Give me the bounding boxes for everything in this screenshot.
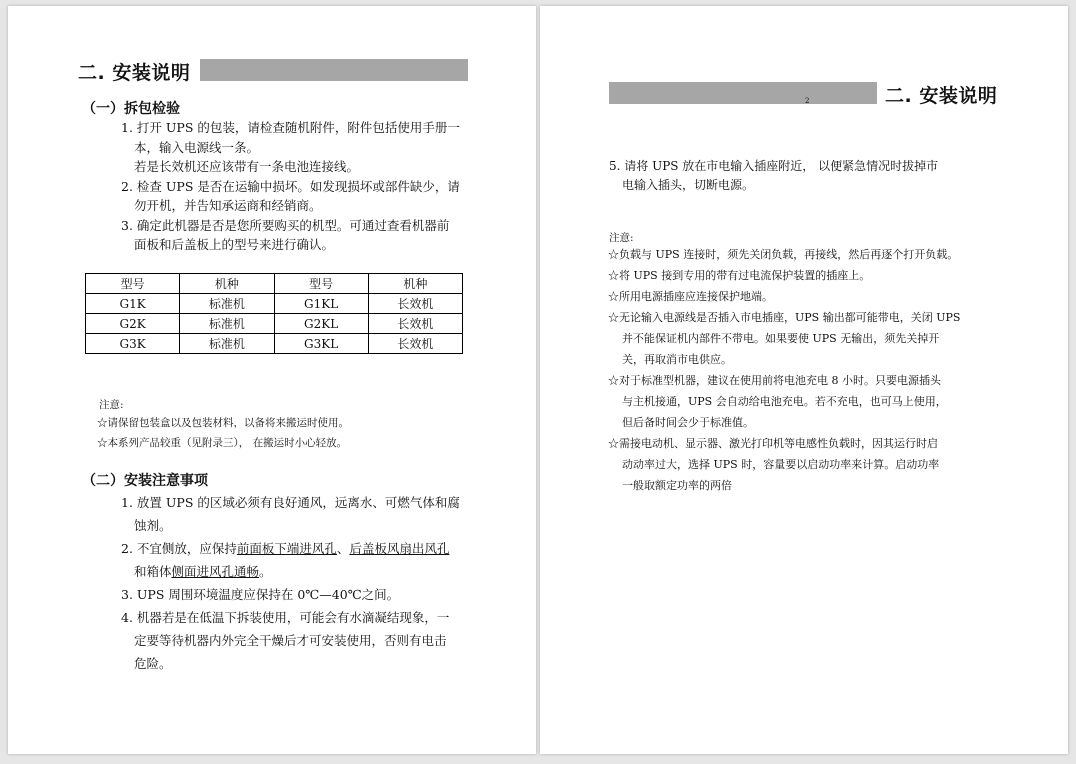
note-line: ☆对于标准型机器，建议在使用前将电池充电 8 小时。只要电源插头: [608, 374, 941, 387]
note-line: ☆将 UPS 接到专用的带有过电流保护装置的插座上。: [608, 269, 871, 282]
note-list: [97, 413, 349, 453]
note-line: ☆所用电源插座应连接保护地端。: [608, 290, 773, 303]
table-row: [86, 314, 463, 334]
note-line: 一般取额定功率的两倍: [622, 479, 732, 492]
note-line: ☆负载与 UPS 连接时，须先关闭负载，再接线，然后再逐个打开负载。: [608, 248, 959, 261]
text-run: 和箱体: [134, 564, 172, 579]
table-row: [86, 294, 463, 314]
note-line: 与主机接通，UPS 会自动给电池充电。若不充电，也可马上使用，: [622, 395, 947, 408]
left-page: [8, 6, 536, 754]
table-cell: 标准机: [180, 314, 274, 334]
table-cell: G2KL: [274, 314, 368, 334]
right-page: [540, 6, 1068, 754]
table-header-cell: 机种: [368, 274, 462, 294]
table-cell: 长效机: [368, 334, 462, 354]
install-item-5: [609, 157, 938, 195]
list-item-text: 危险。: [134, 656, 172, 671]
table-row: [86, 334, 463, 354]
note-list: [608, 244, 960, 496]
model-table: [85, 273, 463, 354]
list-item-text: 4. 机器若是在低温下拆装使用，可能会有水滴凝结现象，一: [121, 610, 450, 625]
list-item-text: 1. 打开 UPS 的包装，请检查随机附件，附件包括使用手册一: [121, 120, 460, 135]
table-cell: 标准机: [180, 294, 274, 314]
note-line: 并不能保证机内部件不带电。如果要使 UPS 无输出，须先关掉开: [622, 332, 940, 345]
note-line: ☆请保留包装盒以及包装材料，以备将来搬运时使用。: [97, 417, 349, 429]
note-title: 注意:: [99, 399, 124, 411]
note-line: 动动率过大，选择 UPS 时，容量要以启动功率来计算。启动功率: [622, 458, 940, 471]
list-item-text: [121, 537, 460, 560]
list-item-text: 1. 放置 UPS 的区域必须有良好通风，远离水、可燃气体和腐: [121, 495, 460, 510]
list-item-text: 3. 确定此机器是否是您所要购买的机型。可通过查看机器前: [121, 217, 450, 233]
chapter-title: 二. 安装说明: [78, 62, 191, 84]
list-item-text: 面板和后盖板上的型号来进行确认。: [134, 237, 335, 252]
section-title-installation: （二）安装注意事项: [82, 473, 208, 489]
list-item-text: 3. UPS 周围环境温度应保持在 0℃—40℃之间。: [121, 587, 400, 602]
list-item-text: 勿开机，并告知承运商和经销商。: [134, 198, 322, 213]
table-cell: 标准机: [180, 334, 274, 354]
list-item-text: 5. 请将 UPS 放在市电输入插座附近， 以便紧急情况时拔掉市: [609, 159, 939, 173]
table-header-cell: 型号: [86, 274, 180, 294]
title-bar-decoration: [609, 82, 877, 104]
underlined-text: 侧面进风孔通畅: [171, 564, 260, 579]
table-cell: G1K: [86, 294, 180, 314]
list-item-text: 电输入插头，切断电源。: [622, 178, 755, 192]
text-run: 2. 不宜侧放，应保持: [121, 541, 237, 556]
note-line: ☆本系列产品较重（见附录三）， 在搬运时小心轻放。: [97, 437, 348, 449]
note-line: ☆无论输入电源线是否插入市电插座，UPS 输出都可能带电，关闭 UPS: [608, 311, 961, 324]
underlined-text: 后盖板风扇出风孔: [349, 541, 450, 556]
table-cell: G3KL: [274, 334, 368, 354]
table-header-cell: 机种: [180, 274, 274, 294]
note-line: 但后备时间会少于标准值。: [622, 416, 754, 429]
text-run: 。: [259, 564, 272, 579]
unpacking-list: [121, 118, 460, 255]
table-header-row: [86, 274, 463, 294]
text-run: 、: [336, 541, 350, 556]
table-header-cell: 型号: [274, 274, 368, 294]
table-cell: 长效机: [368, 314, 462, 334]
underlined-text: 前面板下端进风孔: [236, 541, 337, 556]
table-cell: G2K: [86, 314, 180, 334]
list-item-text: 定要等待机器内外完全干燥后才可安装使用，否则有电击: [134, 633, 447, 648]
section-title-unpacking: （一）拆包检验: [82, 101, 180, 117]
chapter-title: 二. 安装说明: [885, 85, 998, 107]
title-bar-decoration: [200, 59, 468, 81]
table-cell: G3K: [86, 334, 180, 354]
note-title: 注意:: [609, 232, 634, 244]
list-item-text: 2. 检查 UPS 是否在运输中损坏。如发现损坏或部件缺少，请: [121, 178, 460, 194]
installation-list: [121, 491, 460, 675]
list-item-text: 本，输入电源线一条。: [134, 139, 260, 155]
list-item-text: 蚀剂。: [134, 518, 172, 533]
table-cell: G1KL: [274, 294, 368, 314]
list-item-text: [121, 560, 460, 583]
list-item-text: 若是长效机还应该带有一条电池连接线。: [134, 159, 360, 174]
table-cell: 长效机: [368, 294, 462, 314]
note-line: 关，再取消市电供应。: [622, 353, 732, 366]
page-number: 2: [805, 97, 810, 105]
note-line: ☆需接电动机、显示器、激光打印机等电感性负载时，因其运行时启: [608, 437, 938, 450]
